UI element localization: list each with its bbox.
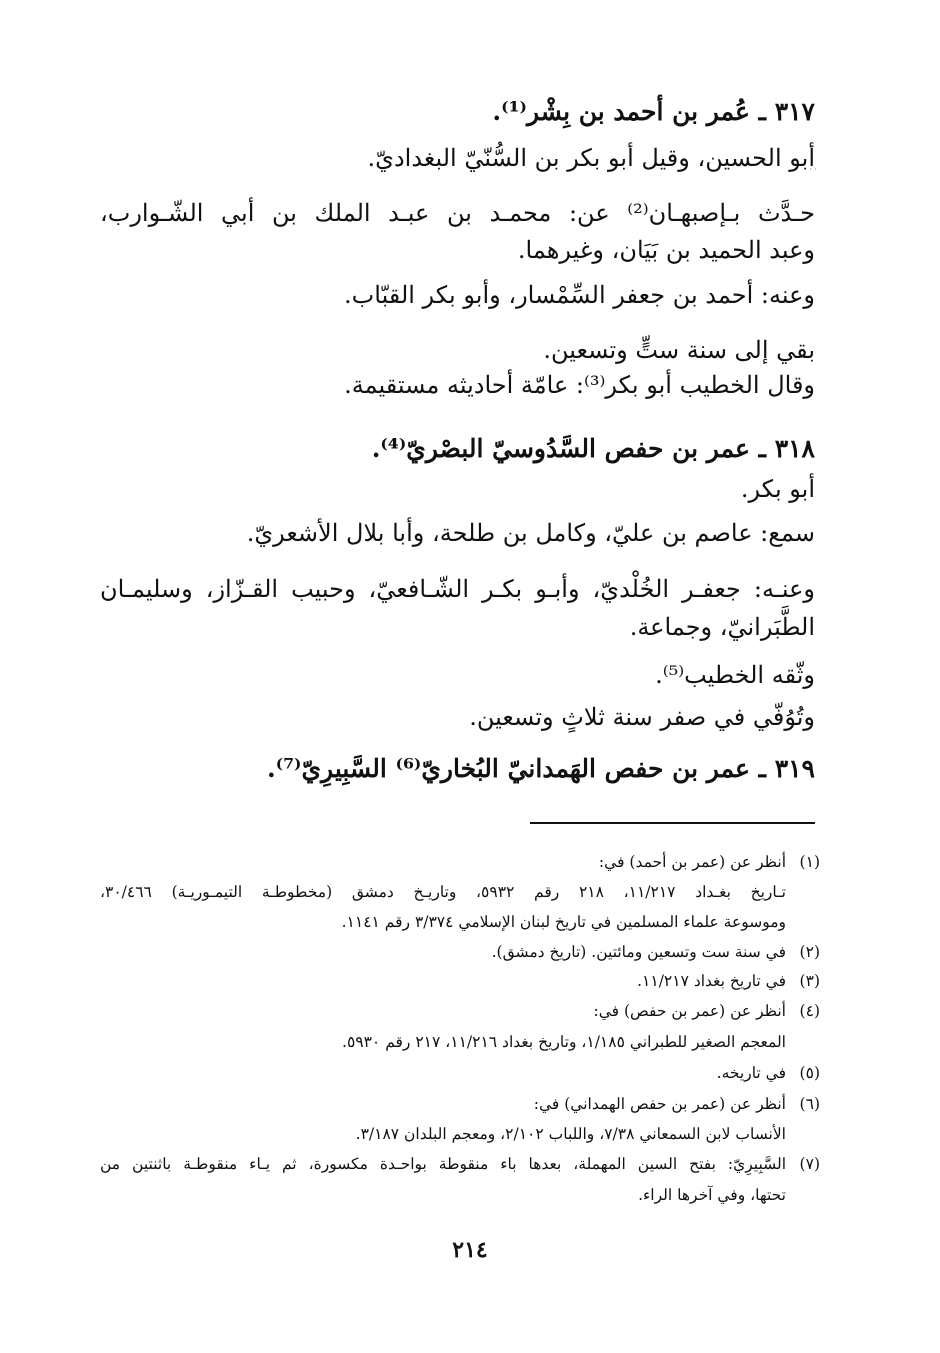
footnote-2 [492, 940, 820, 964]
footnote-1-line-3: وموسوعة علماء المسلمين في تاريخ لبنان الإسلامي ٣/٣٧٤ رقم ١١٤١. [341, 913, 786, 931]
entry-318-line-1: أبو بكر. [740, 475, 815, 503]
entry-318-heading: ٣١٨ ـ عمر بن حفص السَّدُوسيّ البصْريّ⁽⁴⁾. [371, 434, 815, 463]
footnote-text: في سنة ست وتسعين ومائتين. (تاريخ دمشق). [491, 943, 786, 961]
footnote-4-line-2: المعجم الصغير للطبراني ١/١٨٥، وتاريخ بغداد ١١/٢١٦، ٢١٧ رقم ٥٩٣٠. [342, 1033, 786, 1051]
entry-319-heading: ٣١٩ ـ عمر بن حفص الهَمدانيّ البُخاريّ⁽⁶⁾ السَّبِيرِيّ⁽⁷⁾. [266, 754, 815, 783]
entry-317-line-5: بقي إلى سنة ستٍّ وتسعين. [543, 336, 815, 364]
footnote-6-line-2: الأنساب لابن السمعاني ٧/٣٨، واللباب ٢/١٠٢، ومعجم البلدان ٣/١٨٧. [355, 1125, 786, 1143]
footnote-text: السَّبِيرِيّ: بفتح السين المهملة، بعدها باء منقوطة بواحـدة مكسورة، ثم يـاء منقوطـة باثنتين من [100, 1155, 786, 1173]
footnote-number: (٦) [799, 1095, 820, 1113]
footnote-number: (٤) [799, 1002, 820, 1020]
footnote-1-line-2: تـاريخ بغـداد ١١/٢١٧، ٢١٨ رقم ٥٩٣٢، وتاريـخ دمشق (مخطوطـة التيمـوريـة) ٣٠/٤٦٦، [100, 883, 786, 901]
entry-317-line-4: وعنه: أحمد بن جعفر السِّمْسار، وأبو بكر القبّاب. [344, 281, 815, 309]
footnote-7-line-2: تحتها، وفي آخرها الراء. [638, 1186, 786, 1204]
footnote-text: أنظر عن (عمر بن حفص) في: [593, 1002, 786, 1020]
footnote-number: (٣) [799, 972, 820, 990]
entry-317-line-2: حـدَّث بـإصبهـان⁽²⁾ عن: محمـد بن عبـد الملك بن أبي الشّـوارب، [100, 199, 815, 227]
footnote-3 [637, 969, 820, 993]
entry-318-line-2: سمع: عاصم بن عليّ، وكامل بن طلحة، وأبا بلال الأشعريّ. [246, 519, 815, 547]
entry-317-line-3: وعبد الحميد بن بَيَان، وغيرهما. [517, 236, 815, 264]
page-number: ٢١٤ [452, 1237, 488, 1263]
entry-317-heading: ٣١٧ ـ عُمر بن أحمد بن بِشْر⁽¹⁾. [492, 97, 815, 126]
entry-318-line-5: وثّقه الخطيب⁽⁵⁾. [655, 661, 815, 689]
footnote-number: (٧) [799, 1155, 820, 1173]
footnote-4 [593, 999, 820, 1023]
entry-317-line-6: وقال الخطيب أبو بكر⁽³⁾: عامّة أحاديثه مستقيمة. [344, 371, 815, 399]
entry-318-line-3: وعنـه: جعفـر الخُلْديّ، وأبـو بكـر الشّـافعيّ، وحبيب القـزّاز، وسليمـان [100, 575, 815, 603]
footnote-number: (٥) [799, 1064, 820, 1082]
footnote-number: (٢) [799, 943, 820, 961]
entry-318-line-6: وتُوُفّي في صفر سنة ثلاثٍ وتسعين. [469, 703, 815, 731]
footnote-text: في تاريخ بغداد ١١/٢١٧. [637, 972, 786, 990]
entry-318-line-4: الطَّبَرانيّ، وجماعة. [629, 613, 815, 641]
footnote-1 [599, 850, 820, 874]
footnote-text: في تاريخه. [716, 1064, 786, 1082]
footnote-number: (١) [799, 853, 820, 871]
footnote-separator [530, 822, 815, 824]
footnote-5 [717, 1061, 820, 1085]
footnote-text: أنظر عن (عمر بن أحمد) في: [598, 853, 786, 871]
footnote-text: أنظر عن (عمر بن حفص الهمداني) في: [533, 1095, 786, 1113]
footnote-6 [534, 1092, 820, 1116]
footnote-7 [100, 1152, 820, 1176]
entry-317-line-1: أبو الحسين، وقيل أبو بكر بن السُّنّيّ البغداديّ. [367, 144, 815, 172]
scan-speck: ˙˙ [808, 168, 818, 179]
